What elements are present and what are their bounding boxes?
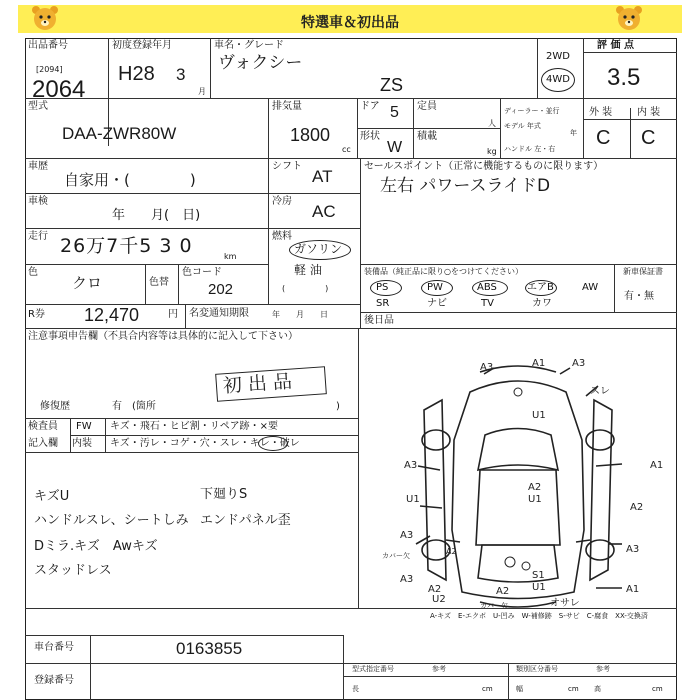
air-conditioning: AC	[312, 202, 336, 221]
first-listing-stamp-text: 初出品	[222, 370, 299, 398]
damage-mark: カバー欠	[382, 552, 410, 560]
after-fit-label: 後日品	[364, 315, 394, 326]
bear-mascot-icon	[614, 4, 644, 32]
capacity-label: 定員	[417, 101, 437, 112]
fuel-label: 燃料	[272, 231, 292, 242]
bear-mascot-icon	[30, 4, 60, 32]
transmission: AT	[312, 167, 333, 186]
damage-mark: U1	[406, 494, 420, 505]
damage-mark: A2	[446, 547, 457, 556]
color-code: 202	[208, 281, 234, 298]
displacement: 1800	[290, 125, 331, 145]
height-label: 高	[594, 685, 601, 693]
damage-mark: S1	[532, 570, 545, 581]
model-code: DAA-ZWR80W	[62, 124, 177, 143]
registration-month: 3	[176, 65, 186, 84]
remark-line: Dミラ.キズ Awキズ	[34, 539, 158, 554]
damage-mark: オサレ	[550, 598, 580, 609]
fuel-paren: ( )	[282, 284, 329, 293]
interior-check-items: キズ・汚レ・コゲ・穴・スレ・キレ・破レ	[110, 438, 300, 449]
interior-circle	[258, 436, 288, 451]
registration-year: H28	[118, 63, 155, 85]
damage-mark: A2	[630, 502, 644, 513]
header-bar	[18, 5, 682, 33]
equip-tv: TV	[481, 298, 494, 309]
remark-line: スタッドレス	[34, 563, 112, 578]
dealer-label: ディーラー・並行	[504, 107, 560, 115]
equip-aw: AW	[582, 282, 599, 293]
entry-label: 記入欄	[28, 438, 58, 449]
car-grade: ZS	[380, 75, 404, 95]
load-label: 積載	[417, 131, 437, 142]
recycle-fee: 12,470	[84, 305, 140, 325]
inspection-label: 車検	[28, 196, 48, 207]
lot-code: [2094]	[36, 65, 63, 74]
ac-label: 冷房	[272, 196, 292, 207]
remark-line: キズU	[34, 489, 70, 504]
damage-mark: A3	[626, 544, 640, 555]
model-year-label: モデル 年式	[504, 122, 541, 130]
equip-navi: ナビ	[427, 298, 447, 309]
width-unit: cm	[568, 685, 579, 693]
windshield-items: キズ・飛石・ヒビ割・リペア跡・×要	[110, 421, 278, 432]
fuel-gasoline: ガソリン	[294, 242, 343, 256]
lot-number-label: 出品番号	[28, 40, 68, 51]
interior-check-label: 内装	[72, 438, 92, 449]
history-label: 車歴	[28, 161, 48, 172]
body-color: クロ	[72, 274, 103, 292]
damage-mark: A2	[496, 586, 510, 597]
warranty-label: 新車保証書	[623, 267, 663, 276]
equip-ps: PS	[376, 282, 389, 293]
length-unit: cm	[482, 685, 493, 693]
damage-mark: A3	[480, 362, 494, 373]
damage-mark: A1	[626, 584, 640, 595]
damage-mark: スレ	[590, 386, 610, 397]
damage-mark: U2	[432, 594, 446, 605]
equip-pw: PW	[427, 282, 443, 293]
damage-mark: A1	[650, 460, 664, 471]
load-unit: kg	[487, 147, 497, 156]
damage-mark: A3	[404, 460, 418, 471]
notes-label: 注意事項申告欄（不具合内容等は具体的に記入して下さい）	[28, 331, 298, 342]
score-label: 評 価 点	[597, 40, 634, 51]
door-label: ドア	[360, 101, 380, 112]
body-shape: W	[387, 139, 403, 156]
name-change-label: 名変通知期限	[189, 308, 249, 319]
drive-4wd: 4WD	[546, 74, 570, 85]
lot-number: 2064	[32, 76, 86, 103]
mileage-unit: km	[224, 252, 237, 261]
first-registration-label: 初度登録年月	[112, 40, 172, 51]
chassis-number: 0163855	[176, 639, 243, 658]
color-label: 色	[28, 267, 38, 278]
displacement-unit: cc	[342, 145, 351, 154]
remark-line: 下廻りS	[200, 487, 248, 502]
interior-label: 内 装	[637, 107, 661, 118]
chassis-label: 車台番号	[34, 642, 74, 653]
warranty-value: 有・無	[624, 291, 654, 302]
cert-label: 型式指定番号	[352, 665, 394, 673]
drive-2wd: 2WD	[546, 51, 570, 62]
shift-label: シフト	[272, 161, 302, 172]
remark-line: ハンドルスレ、シートしみ	[34, 513, 189, 528]
sales-point-text: 左右 パワースライドD	[380, 176, 551, 196]
repair-paren-close: )	[336, 401, 340, 412]
capacity-unit: 人	[488, 119, 496, 128]
equip-airbag: エアB	[527, 282, 554, 293]
equip-abs: ABS	[477, 282, 497, 293]
length-label: 長	[352, 685, 359, 693]
damage-mark: U1	[532, 582, 546, 593]
remark-line: エンドパネル歪	[200, 513, 291, 528]
height-unit: cm	[652, 685, 663, 693]
recycle-label: R券	[28, 309, 45, 320]
repair-history: 有 (箇所	[112, 401, 156, 412]
repaint-label: 色替	[149, 277, 169, 288]
damage-mark: A1	[532, 358, 546, 369]
damage-mark: A3	[572, 358, 586, 369]
displacement-label: 排気量	[272, 101, 302, 112]
exterior-grade: C	[596, 127, 611, 149]
damage-legend: A-キズ E-エクボ U-凹み W-補修跡 S-サビ C-腐食 XX-交換済	[430, 612, 648, 620]
fuel-diesel: 軽 油	[294, 263, 322, 277]
model-code-label: 型式	[28, 101, 48, 112]
equipment-label: 装備品（純正品に限り○をつけてください）	[364, 267, 523, 276]
windshield-label: FW	[76, 421, 92, 432]
equip-leather: カワ	[532, 298, 552, 309]
mileage-label: 走行	[28, 231, 48, 242]
car-damage-diagram	[360, 330, 676, 610]
class-sub: 参考	[596, 665, 610, 673]
class-label: 類別区分番号	[516, 665, 558, 673]
mileage: 26万7千5 3 0	[60, 235, 193, 257]
inspector-label: 検査員	[28, 421, 58, 432]
width-label: 幅	[516, 685, 523, 693]
damage-mark: U1	[528, 494, 542, 505]
cert-sub: 参考	[432, 665, 446, 673]
model-year-unit: 年	[570, 129, 577, 137]
equip-sr: SR	[376, 298, 390, 309]
name-change-date: 年 月 日	[272, 310, 328, 319]
header-title: 特選車＆初出品	[301, 15, 399, 31]
damage-mark: A2	[428, 584, 442, 595]
damage-mark: U1	[532, 410, 546, 421]
door-count: 5	[390, 104, 399, 121]
damage-mark: A2	[528, 482, 542, 493]
recycle-unit: 円	[168, 309, 178, 320]
body-shape-label: 形状	[360, 131, 380, 142]
plate-label: 登録番号	[34, 675, 74, 686]
color-code-label: 色コード	[182, 267, 222, 278]
car-name: ヴォクシー	[218, 53, 303, 73]
steering-label: ハンドル 左・右	[504, 145, 556, 153]
damage-mark: カバー欠	[480, 602, 508, 610]
damage-mark: A3	[400, 530, 414, 541]
sales-point-label: セールスポイント（正常に機能するものに限ります）	[364, 161, 604, 172]
damage-mark: A3	[400, 574, 414, 585]
interior-grade: C	[641, 127, 656, 149]
car-name-label: 車名・グレード	[214, 40, 284, 51]
overall-score: 3.5	[607, 64, 641, 91]
vehicle-history: 自家用・( )	[64, 171, 196, 189]
exterior-label: 外 装	[589, 107, 613, 118]
inspection-date: 年 月( 日)	[112, 208, 201, 223]
repair-history-label: 修復歴	[40, 401, 70, 412]
month-suffix: 月	[198, 87, 206, 96]
